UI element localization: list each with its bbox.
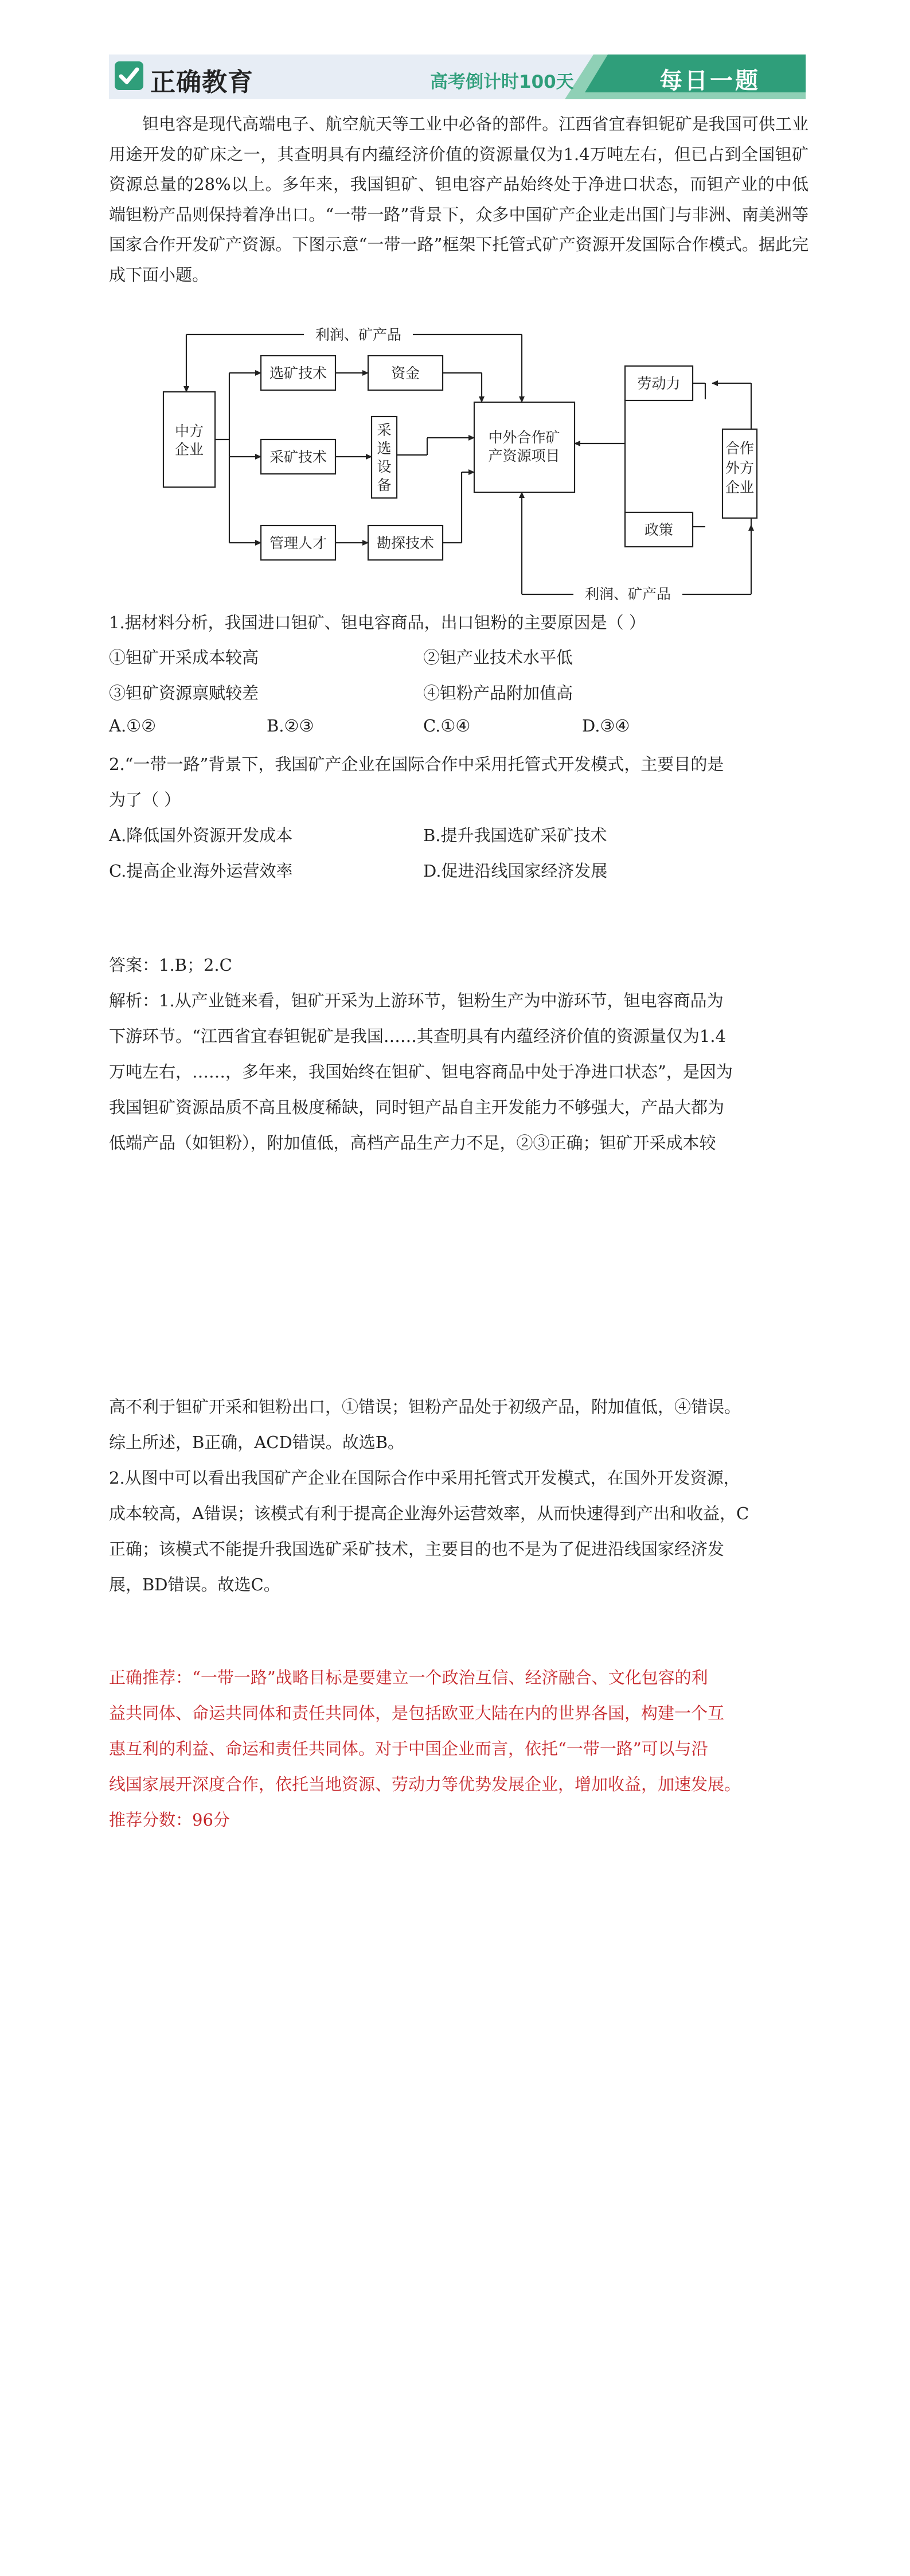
daily-question-label: 每日一题 (659, 68, 760, 94)
q2-option-c: C.提高企业海外运营效率 (109, 861, 293, 881)
cooperation-project-line2: 产资源项目 (488, 448, 560, 464)
foreign-enterprise-line3: 企业 (725, 479, 755, 496)
q1-item-2: ②钽产业技术水平低 (423, 648, 573, 667)
intro-paragraph: 钽电容是现代高端电子、航空航天等工业中必备的部件。江西省宜春钽铌矿是我国可供工业用途开发的矿床之一，其查明具有内蕴经济价值的资源量仅为1.4万吨左右，但已占到全国钽矿资源总量的28%以上。多年来，我国钽矿、钽电容产品始终处于净进口状态，而钽产业的中低端钽粉产品则保持着净出口。“一带一路”背景下，众多中国矿产企业走出国门与非洲、南美洲等国家合作开发矿产资源。下图示意“一带一路”框架下托管式矿产资源开发国际合作模式。据此完成下面小题。 (109, 114, 809, 285)
bottom-loop-label: 利润、矿产品 (584, 586, 671, 602)
mining-equipment-char2: 选 (377, 440, 392, 457)
exploration-label: 勘探技术 (376, 535, 435, 551)
header-banner (109, 55, 806, 99)
q1-option-c: C.①④ (423, 716, 471, 736)
labor-label: 劳动力 (637, 375, 681, 392)
recommendation-line-3: 惠互利的利益、命运和责任共同体。对于中国企业而言，依托“一带一路”可以与沿 (109, 1739, 708, 1758)
question-2-stem-line1: 2.“一带一路”背景下，我国矿产企业在国际合作中采用托管式开发模式，主要目的是 (109, 754, 724, 774)
recommendation-line-4: 线国家展开深度合作，依托当地资源、劳动力等优势发展企业，增加收益，加速发展。 (109, 1775, 741, 1794)
question-2-stem-line2: 为了（ ） (109, 790, 181, 810)
recommendation-line-2: 益共同体、命运共同体和责任共同体，是包括欧亚大陆在内的世界各国，构建一个互 (109, 1703, 725, 1723)
answer-line: 答案：1.B；2.C (109, 955, 232, 975)
china-enterprise-line2: 企业 (174, 441, 204, 458)
management-label: 管理人才 (269, 535, 327, 551)
analysis-line-1: 解析：1.从产业链来看，钽矿开采为上游环节，钽粉生产为中游环节，钽电容商品为 (109, 991, 724, 1010)
analysis-line-5: 低端产品（如钽粉），附加值低，高档产品生产力不足，②③正确；钽矿开采成本较 (109, 1133, 716, 1153)
q1-item-3: ③钽矿资源禀赋较差 (109, 683, 259, 703)
logo-text: 正确教育 (150, 68, 253, 97)
q1-option-d: D.③④ (582, 716, 630, 736)
mining-equipment-char1: 采 (377, 422, 392, 438)
analysis-line-10: 正确；该模式不能提升我国选矿采矿技术，主要目的也不是为了促进沿线国家经济发 (109, 1539, 725, 1559)
analysis-line-8: 2.从图中可以看出我国矿产企业在国际合作中采用托管式开发模式，在国外开发资源， (109, 1468, 740, 1488)
question-1-stem: 1.据材料分析，我国进口钽矿、钽电容商品，出口钽粉的主要原因是（ ） (109, 613, 646, 632)
q2-option-d: D.促进沿线国家经济发展 (423, 861, 608, 881)
mining-equipment-char4: 备 (377, 477, 392, 493)
recommendation-line-1: 正确推荐：“一带一路”战略目标是要建立一个政治互信、经济融合、文化包容的利 (109, 1668, 708, 1687)
q1-option-b: B.②③ (267, 716, 314, 736)
q2-option-a: A.降低国外资源开发成本 (109, 826, 293, 845)
mining-tech-label: 采矿技术 (269, 449, 327, 465)
q1-option-a: A.①② (109, 716, 157, 736)
foreign-enterprise-line1: 合作 (725, 440, 755, 457)
analysis-line-3: 万吨左右，……，多年来，我国始终在钽矿、钽电容商品中处于净进口状态”，是因为 (109, 1062, 733, 1081)
mining-equipment-char3: 设 (377, 458, 392, 475)
cooperation-project-line1: 中外合作矿 (488, 429, 560, 446)
q2-option-b: B.提升我国选矿采矿技术 (423, 826, 607, 845)
analysis-line-7: 综上所述，B正确，ACD错误。故选B。 (109, 1433, 405, 1452)
checkmark-icon (115, 61, 143, 90)
recommendation-score: 推荐分数：96分 (109, 1810, 230, 1830)
q1-item-1: ①钽矿开采成本较高 (109, 648, 259, 667)
foreign-enterprise-line2: 外方 (725, 460, 755, 476)
countdown-text: 高考倒计时100天 (430, 72, 574, 92)
analysis-line-2: 下游环节。“江西省宜春钽铌矿是我国……其查明具有内蕴经济价值的资源量仅为1.4 (109, 1026, 726, 1046)
policy-label: 政策 (644, 522, 674, 538)
analysis-line-11: 展，BD错误。故选C。 (109, 1575, 280, 1594)
funds-label: 资金 (390, 365, 420, 382)
ore-selection-label: 选矿技术 (269, 365, 327, 382)
china-enterprise-line1: 中方 (174, 423, 204, 439)
q1-item-4: ④钽粉产品附加值高 (423, 683, 573, 703)
analysis-line-9: 成本较高，A错误；该模式有利于提高企业海外运营效率，从而快速得到产出和收益，C (109, 1504, 749, 1523)
analysis-line-4: 我国钽矿资源品质不高且极度稀缺，同时钽产品自主开发能力不够强大，产品大都为 (109, 1098, 725, 1117)
china-enterprise-box (163, 392, 215, 487)
analysis-line-6: 高不利于钽矿开采和钽粉出口，①错误；钽粉产品处于初级产品，附加值低，④错误。 (109, 1397, 741, 1417)
top-loop-label: 利润、矿产品 (315, 326, 402, 343)
cooperation-model-diagram (155, 326, 763, 607)
